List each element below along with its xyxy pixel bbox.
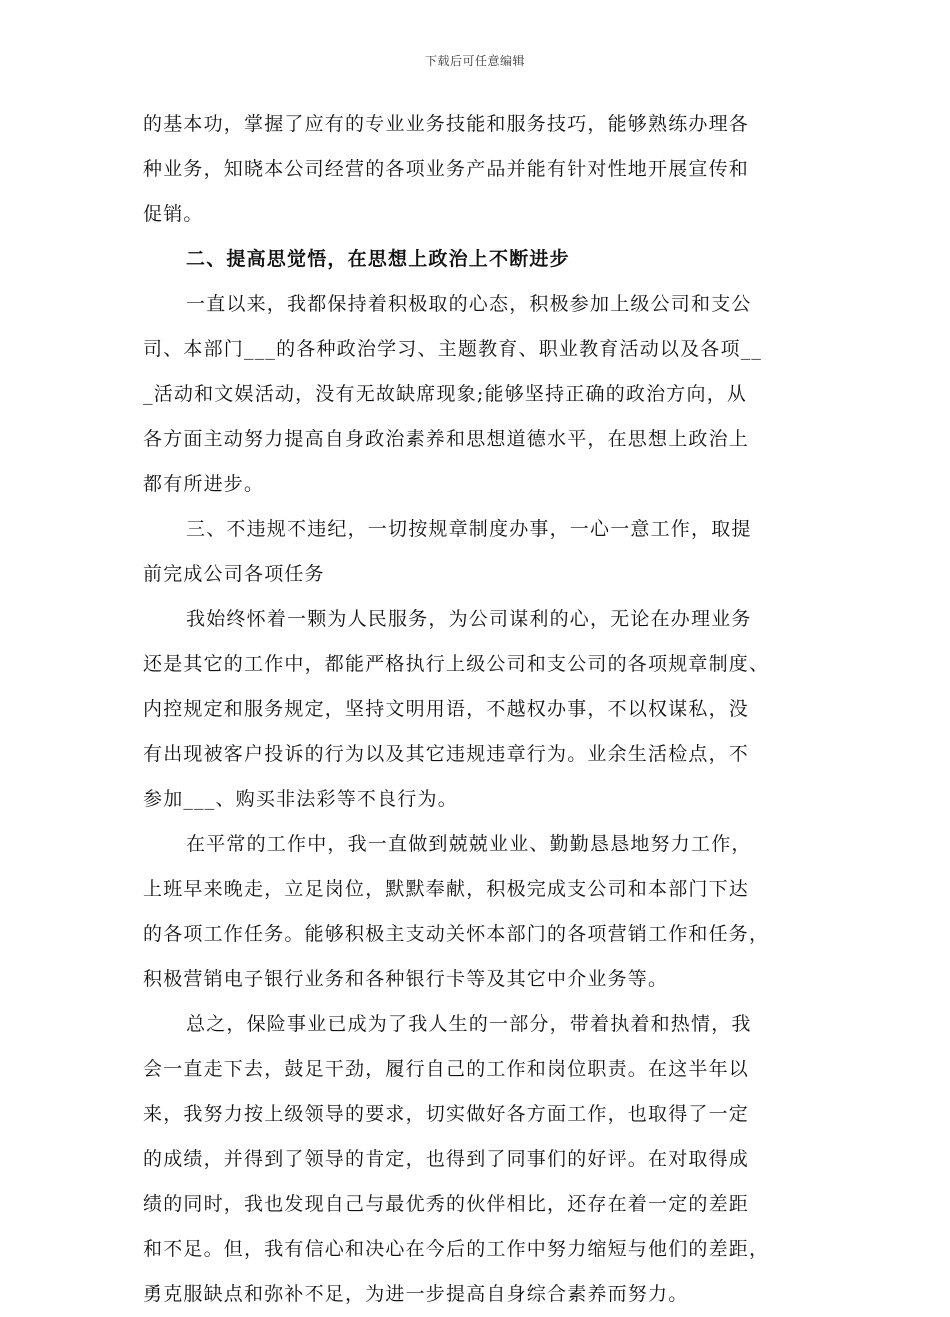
text-line: 有出现被客户投诉的行为以及其它违规违章行为。业余生活检点，不: [143, 743, 750, 765]
text-line: 积极营销电子银行业务和各种银行卡等及其它中介业务等。: [143, 968, 669, 990]
text-line: 上班早来晚走，立足岗位，默默奉献，积极完成支公司和本部门下达: [143, 878, 750, 900]
text-line: _活动和文娱活动，没有无故缺席现象;能够坚持正确的政治方向，从: [143, 383, 748, 405]
text-line: 会一直走下去，鼓足干劲，履行自己的工作和岗位职责。在这半年以: [143, 1058, 750, 1080]
text-line: 各方面主动努力提高自身政治素养和思想道德水平，在思想上政治上: [143, 428, 750, 450]
text-line: 绩的同时，我也发现自己与最优秀的伙伴相比，还存在着一定的差距: [143, 1193, 750, 1215]
text-line: 还是其它的工作中，都能严格执行上级公司和支公司的各项规章制度、: [143, 653, 770, 675]
text-line: 的成绩，并得到了领导的肯定，也得到了同事们的好评。在对取得成: [143, 1148, 750, 1170]
text-line: 勇克服缺点和弥补不足，为进一步提高自身综合素养而努力。: [143, 1283, 689, 1305]
text-line: 的各项工作任务。能够积极主支动关怀本部门的各项营销工作和任务，: [143, 923, 770, 945]
text-line: 参加___、购买非法彩等不良行为。: [143, 788, 458, 810]
text-line: 的基本功，掌握了应有的专业业务技能和服务技巧，能够熟练办理各: [143, 113, 750, 135]
text-line: 司、本部门___的各种政治学习、主题教育、职业教育活动以及各项__: [143, 338, 763, 360]
text-line: 我始终怀着一颗为人民服务，为公司谋利的心，无论在办理业务: [186, 608, 752, 630]
text-line: 前完成公司各项任务: [143, 563, 325, 585]
text-line: 都有所进步。: [143, 473, 265, 495]
text-line: 在平常的工作中，我一直做到兢兢业业、勤勤恳恳地努力工作，: [186, 833, 752, 855]
text-line: 和不足。但，我有信心和决心在今后的工作中努力缩短与他们的差距，: [143, 1238, 770, 1260]
text-line: 促销。: [143, 203, 204, 225]
document-body: [143, 102, 809, 1317]
text-line: 内控规定和服务规定，坚持文明用语，不越权办事，不以权谋私，没: [143, 698, 750, 720]
text-line: 总之，保险事业已成为了我人生的一部分，带着执着和热情，我: [186, 1013, 752, 1035]
page-header: 下载后可任意编辑: [424, 54, 525, 68]
text-line: 来，我努力按上级领导的要求，切实做好各方面工作，也取得了一定: [143, 1103, 750, 1125]
text-line: 种业务，知晓本公司经营的各项业务产品并能有针对性地开展宣传和: [143, 158, 750, 180]
text-line: 一直以来，我都保持着积极取的心态，积极参加上级公司和支公: [186, 293, 752, 315]
section-heading: 二、提高思觉悟，在思想上政治上不断进步: [186, 248, 570, 270]
text-line: 三、不违规不违纪，一切按规章制度办事，一心一意工作，取提: [186, 518, 752, 540]
